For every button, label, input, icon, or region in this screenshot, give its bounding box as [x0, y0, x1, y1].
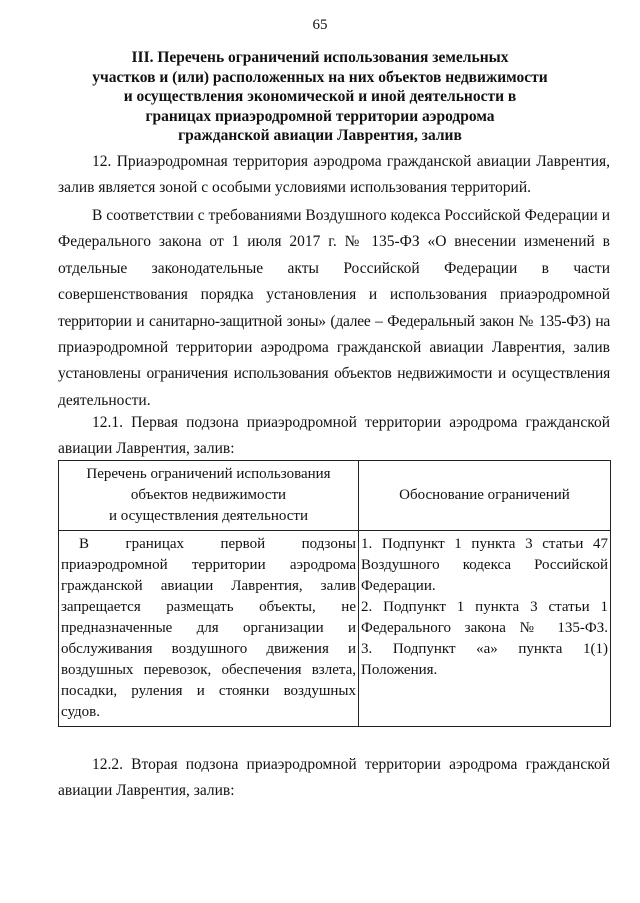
paragraph-line: авиации Лаврентия, залив: [58, 782, 235, 800]
paragraph-12 [58, 149, 610, 202]
cell-line: 3. Подпункт «а» пункта 1(1) [361, 641, 608, 657]
cell-line: 1. Подпункт 1 пункта 3 статьи 47 [361, 536, 608, 552]
header-line: и осуществления деятельности [108, 508, 308, 524]
cell-line: обслуживания воздушного движения и [61, 641, 356, 657]
paragraph-line: авиации Лаврентия, залив: [58, 440, 235, 458]
paragraph-12-1 [58, 410, 610, 463]
table-header-restrictions [59, 461, 359, 531]
paragraph-12-2 [58, 752, 610, 805]
heading-line: границах приаэродромной территории аэродрома [145, 107, 495, 125]
heading-line: III. Перечень ограничений использования земельных [131, 49, 509, 66]
paragraph-line: В соответствии с требованиями Воздушного кодекса Российской Федерации и [92, 207, 610, 224]
cell-line: Федерации. [361, 578, 436, 594]
table-row [59, 531, 611, 727]
heading-line: гражданской авиации Лаврентия, залив [178, 127, 462, 144]
cell-line: В границах первой подзоны [79, 536, 356, 552]
paragraph-line: 12.1. Первая подзона приаэродромной территории аэродрома гражданской [92, 414, 610, 431]
cell-line: Воздушного кодекса Российской [361, 557, 608, 573]
cell-line: гражданской авиации Лаврентия, залив [61, 578, 356, 594]
heading-line: участков и (или) расположенных на них объектов недвижимости [92, 68, 548, 86]
cell-line: приаэродромной территории аэродрома [61, 557, 356, 573]
heading-line: и осуществления экономической и иной деятельности в [123, 88, 517, 105]
table-header-row [59, 461, 611, 531]
cell-line: предназначенные для организации и [61, 620, 356, 636]
cell-line: Федерального закона № 135-ФЗ. [361, 620, 608, 636]
paragraph-line: территории и санитарно-защитной зоны» (далее – Федеральный закон № 135-ФЗ) на [58, 312, 610, 330]
table-header-justification: Обоснование ограничений [359, 461, 611, 531]
restrictions-table [58, 460, 611, 727]
header-line: объектов недвижимости [130, 487, 287, 503]
paragraph-line: приаэродромной территории аэродрома гражданской авиации Лаврентия, залив [58, 339, 610, 357]
paragraph-legal-basis [58, 203, 610, 414]
paragraph-line: залив является зоной с особыми условиями использования территорий. [58, 179, 531, 197]
table-cell-restrictions [59, 531, 359, 727]
section-heading [60, 48, 580, 146]
cell-line: Положения. [361, 662, 438, 678]
cell-line: запрещается размещать объекты, не [61, 599, 356, 615]
header-line: Перечень ограничений использования [86, 466, 331, 482]
paragraph-line: Федерального закона от 1 июля 2017 г. № 135-ФЗ «О внесении изменений в [58, 233, 610, 251]
paragraph-line: установлены ограничения использования объектов недвижимости и осуществления [58, 365, 610, 383]
paragraph-line: совершенствования порядка установления и использования приаэродромной [58, 286, 610, 304]
paragraph-line: 12. Приаэродромная территория аэродрома гражданской авиации Лаврентия, [92, 153, 610, 170]
cell-line: воздушных перевозок, обеспечения взлета, [61, 662, 356, 678]
page-number: 65 [312, 17, 328, 33]
paragraph-line: деятельности. [58, 391, 151, 409]
cell-line: 2. Подпункт 1 пункта 3 статьи 1 [361, 599, 608, 615]
paragraph-line: отдельные законодательные акты Российской Федерации в части [58, 259, 610, 277]
cell-line: судов. [61, 704, 100, 720]
table-cell-justification [359, 531, 611, 727]
cell-line: посадки, руления и стоянки воздушных [61, 683, 356, 699]
paragraph-line: 12.2. Вторая подзона приаэродромной территории аэродрома гражданской [92, 756, 610, 773]
